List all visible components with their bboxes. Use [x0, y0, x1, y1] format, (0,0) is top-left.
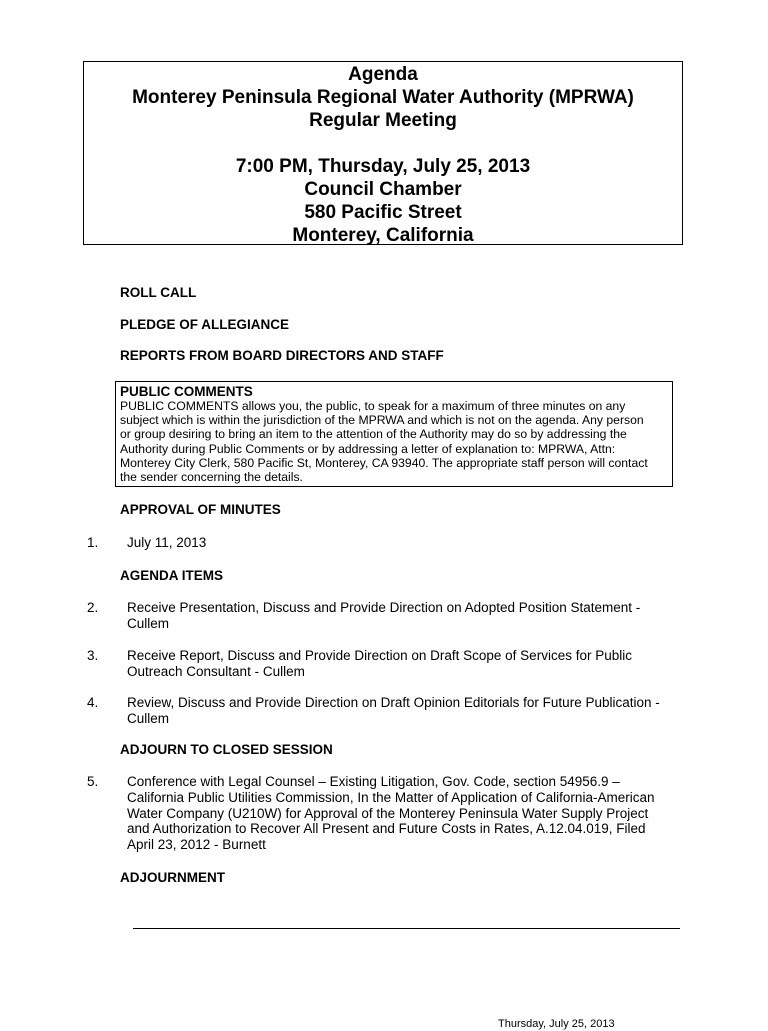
meeting-street: 580 Pacific Street	[304, 202, 462, 223]
adjournment-heading: ADJOURNMENT	[120, 870, 226, 885]
adjourn-closed-session-heading: ADJOURN TO CLOSED SESSION	[120, 742, 333, 757]
item-text	[127, 535, 682, 551]
item-text	[127, 695, 682, 727]
item-text-line: Receive Report, Discuss and Provide Direction on Draft Scope of Services for Public	[127, 648, 632, 663]
item-number: 2.	[87, 600, 99, 615]
public-comments-line: PUBLIC COMMENTS allows you, the public, to speak for a maximum of three minutes on any	[120, 399, 626, 413]
page-footer-date: Thursday, July 25, 2013	[498, 1018, 615, 1030]
meeting-city: Monterey, California	[292, 225, 474, 246]
item-number: 5.	[87, 774, 99, 789]
item-text	[127, 600, 682, 632]
item-text	[127, 648, 682, 680]
item-number: 4.	[87, 695, 99, 710]
public-comments-box	[115, 381, 673, 487]
meeting-venue: Council Chamber	[304, 179, 462, 200]
pledge-heading: PLEDGE OF ALLEGIANCE	[120, 317, 290, 332]
authority-name: Monterey Peninsula Regional Water Authority (MPRWA)	[132, 87, 634, 108]
public-comments-line: Authority during Public Comments or by addressing a letter of explanation to: MPRWA, Attn:	[120, 441, 616, 456]
item-text	[127, 774, 682, 853]
item-text-line: Water Company (U210W) for Approval of the Monterey Peninsula Water Supply Project	[127, 805, 649, 821]
footer-divider	[133, 928, 680, 929]
public-comments-heading: PUBLIC COMMENTS	[120, 384, 253, 399]
item-text-line: Conference with Legal Counsel – Existing Litigation, Gov. Code, section 54956.9 –	[127, 774, 620, 789]
item-text-line: Receive Presentation, Discuss and Provide Direction on Adopted Position Statement -	[127, 600, 641, 615]
item-text-line: Outreach Consultant - Cullem	[127, 663, 305, 679]
public-comments-line: Monterey City Clerk, 580 Pacific St, Monterey, CA 93940. The appropriate staff person will contact	[120, 455, 648, 470]
item-text-line: Cullem	[127, 710, 170, 726]
public-comments-line: or group desiring to bring an item to the attention of the Authority may do so by addressing the	[120, 427, 627, 442]
meeting-datetime: 7:00 PM, Thursday, July 25, 2013	[235, 156, 531, 177]
item-text-line: July 11, 2013	[127, 535, 207, 550]
roll-call-heading: ROLL CALL	[120, 285, 197, 300]
public-comments-line: the sender concerning the details.	[120, 470, 303, 485]
item-number: 1.	[87, 535, 99, 550]
reports-heading: REPORTS FROM BOARD DIRECTORS AND STAFF	[120, 348, 444, 363]
agenda-title: Agenda	[348, 64, 418, 85]
item-text-line: April 23, 2012 - Burnett	[127, 837, 266, 853]
item-text-line: California Public Utilities Commission, In the Matter of Application of California-American	[127, 789, 655, 805]
approval-minutes-heading: APPROVAL OF MINUTES	[120, 502, 281, 517]
agenda-items-heading: AGENDA ITEMS	[120, 568, 224, 583]
header-spacer	[84, 132, 682, 155]
agenda-header-box	[83, 61, 683, 245]
meeting-type: Regular Meeting	[309, 110, 457, 131]
item-number: 3.	[87, 648, 99, 663]
public-comments-line: subject which is within the jurisdiction of the MPRWA and which is not on the agenda. Any person	[120, 413, 644, 428]
item-text-line: and Authorization to Recover All Present and Future Costs in Rates, A.12.04.019, Filed	[127, 821, 646, 837]
item-text-line: Review, Discuss and Provide Direction on Draft Opinion Editorials for Future Publication -	[127, 695, 660, 710]
item-text-line: Cullem	[127, 615, 170, 631]
